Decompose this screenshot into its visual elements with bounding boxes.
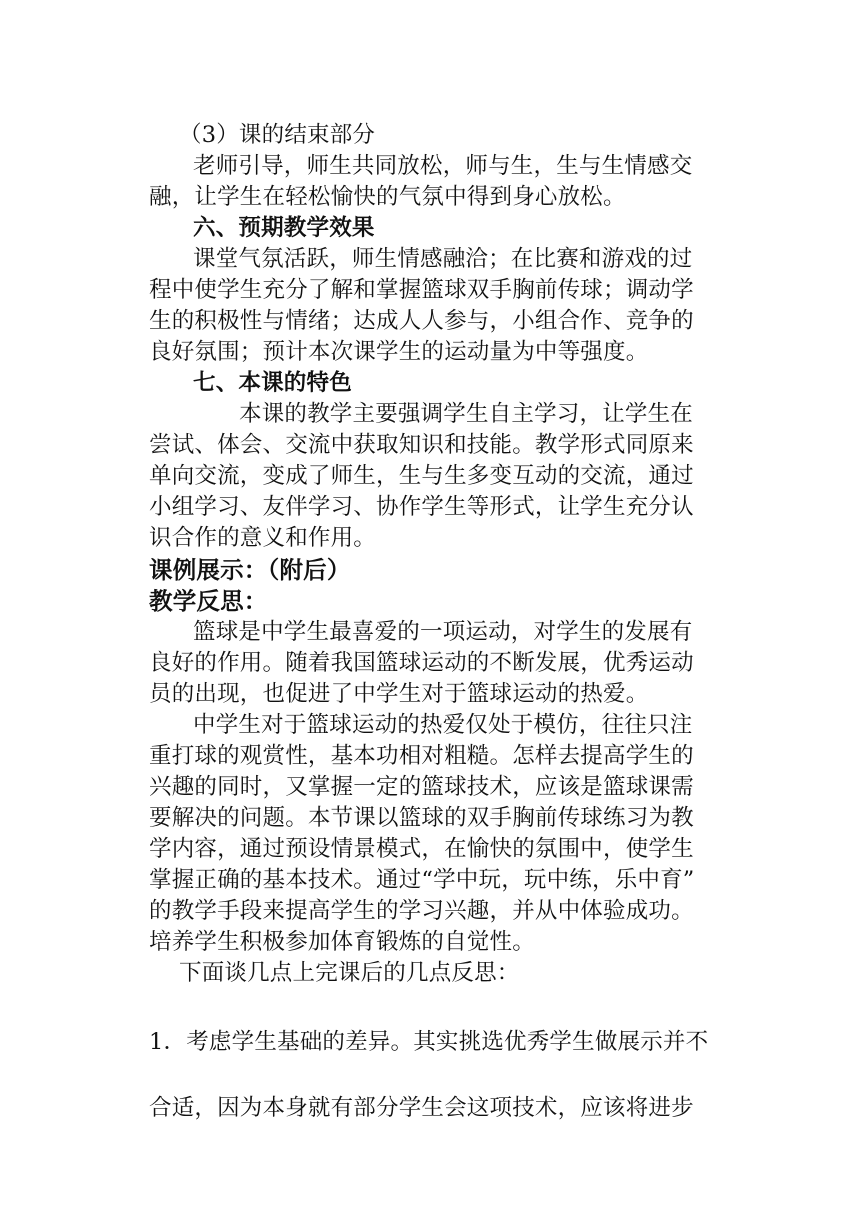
paragraph-line: 重打球的观赏性，基本功相对粗糙。怎样去提高学生的 (149, 743, 694, 769)
paragraph-line: 课堂气氛活跃，师生情感融洽；在比赛和游戏的过 (193, 246, 693, 272)
list-item-line: 1．考虑学生基础的差异。其实挑选优秀学生做展示并不 (149, 1029, 709, 1055)
paragraph-line: 掌握正确的基本技术。通过“学中玩，玩中练，乐中育” (149, 867, 695, 893)
paragraph-line: 中学生对于篮球运动的热爱仅处于模仿，往往只注 (193, 712, 693, 738)
section-heading-expected-effect: 六、预期教学效果 (193, 215, 375, 241)
heading-teaching-reflection: 教学反思： (149, 587, 268, 615)
paragraph-line: 良好氛围；预计本次课学生的运动量为中等强度。 (149, 339, 649, 365)
paragraph-line: 融，让学生在轻松愉快的气氛中得到身心放松。 (149, 184, 626, 210)
list-item-line: 合适，因为本身就有部分学生会这项技术，应该将进步 (149, 1095, 694, 1121)
paragraph-line: 尝试、体会、交流中获取知识和技能。教学形式同原来 (149, 432, 694, 458)
paragraph-line: 老师引导，师生共同放松，师与生，生与生情感交 (193, 153, 693, 179)
paragraph-line: 小组学习、友伴学习、协作学生等形式，让学生充分认 (149, 494, 694, 520)
paragraph-line: 培养学生积极参加体育锻炼的自觉性。 (149, 929, 535, 955)
subsection-heading-closing: （3）课的结束部分 (179, 122, 376, 148)
paragraph-line: 良好的作用。随着我国篮球运动的不断发展，优秀运动 (149, 650, 694, 676)
paragraph-line: 下面谈几点上完课后的几点反思： (179, 960, 520, 986)
paragraph-line: 学内容，通过预设情景模式，在愉快的氛围中，使学生 (149, 836, 694, 862)
paragraph-line: 识合作的意义和作用。 (149, 525, 377, 551)
paragraph-line: 的教学手段来提高学生的学习兴趣，并从中体验成功。 (149, 898, 694, 924)
paragraph-line: 兴趣的同时，又掌握一定的篮球技术，应该是篮球课需 (149, 774, 694, 800)
paragraph-line: 程中使学生充分了解和掌握篮球双手胸前传球；调动学 (149, 277, 694, 303)
section-heading-features: 七、本课的特色 (193, 370, 352, 396)
paragraph-line: 篮球是中学生最喜爱的一项运动，对学生的发展有 (193, 619, 693, 645)
paragraph-line: 员的出现，也促进了中学生对于篮球运动的热爱。 (149, 681, 649, 707)
heading-lesson-showcase: 课例展示：（附后） (149, 556, 351, 584)
paragraph-line: 生的积极性与情绪；达成人人参与，小组合作、竞争的 (149, 308, 694, 334)
paragraph-line: 要解决的问题。本节课以篮球的双手胸前传球练习为教 (149, 805, 694, 831)
paragraph-line: 单向交流，变成了师生，生与生多变互动的交流，通过 (149, 463, 694, 489)
paragraph-line: 本课的教学主要强调学生自主学习，让学生在 (239, 401, 694, 427)
